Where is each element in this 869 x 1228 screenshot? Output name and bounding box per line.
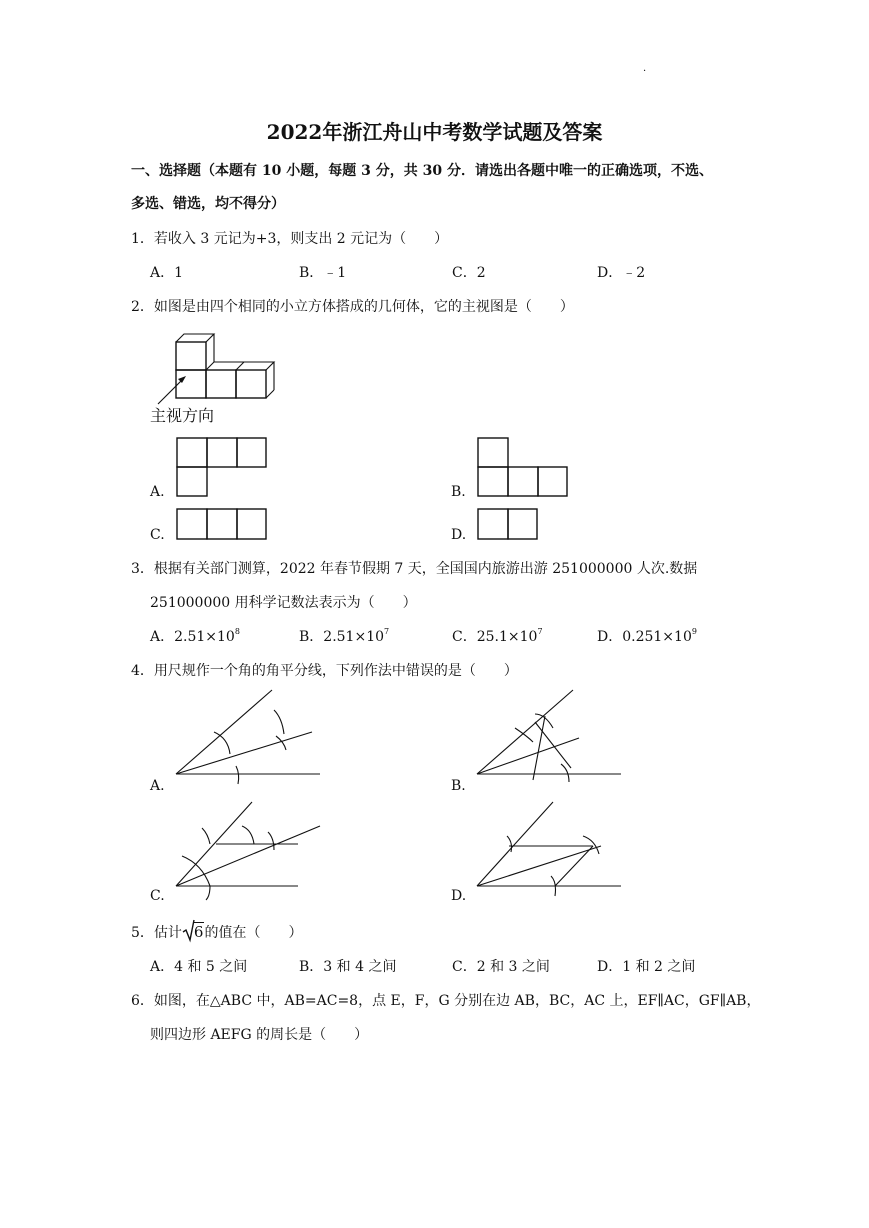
q5-option-c: C．2 和 3 之间 — [452, 959, 550, 975]
q2-cube-figure — [150, 330, 280, 410]
question-4-stem: 4．用尺规作一个角的角平分线，下列作法中错误的是（ ） — [131, 663, 518, 679]
sqrt-expression: 6 — [183, 923, 205, 941]
q5-option-a: A．4 和 5 之间 — [150, 959, 248, 975]
q3-option-d: D．$0.251\times 10^9$ — [597, 627, 697, 645]
q3-option-b: B．$2.51\times 10^7$ — [299, 627, 390, 645]
question-5-stem: 5．估计 6的值在（ ） — [131, 922, 302, 942]
question-2-stem: 2．如图是由四个相同的小立方体搭成的几何体，它的主视图是（ ） — [131, 299, 574, 315]
q5-option-d: D．1 和 2 之间 — [597, 959, 696, 975]
q2-option-b: B. — [451, 484, 466, 500]
q5-option-b: B．3 和 4 之间 — [299, 959, 397, 975]
q2-option-b-figure — [477, 437, 569, 499]
question-3-stem-line2: 251000000 用科学记数法表示为（ ） — [150, 595, 417, 611]
q3-option-a: A．$2.51\times 10^8$ — [150, 627, 240, 645]
question-1-stem: 1．若收入 3 元记为+3，则支出 2 元记为（ ） — [131, 231, 449, 247]
section-heading-line2: 多选、错选，均不得分） — [131, 196, 285, 212]
q4-option-b: B. — [451, 778, 466, 794]
q4-option-a-figure — [172, 688, 324, 788]
q4-option-d: D. — [451, 888, 467, 904]
q2-option-a-figure — [176, 437, 268, 499]
header-dot: · — [643, 66, 647, 77]
question-6-stem-line1: 6．如图，在△ABC 中，AB=AC=8，点 E，F，G 分别在边 AB，BC，AC 上，EF∥AC，GF∥AB， — [131, 993, 761, 1009]
radical-sign — [183, 920, 195, 942]
section-heading-line1: 一、选择题（本题有 10 小题，每题 3 分，共 30 分．请选出各题中唯一的正确选项，不选、 — [131, 163, 713, 179]
q1-option-c: C．2 — [452, 265, 486, 281]
question-6-stem-line2: 则四边形 AEFG 的周长是（ ） — [150, 1027, 369, 1043]
q1-option-b: B．﹣1 — [299, 265, 347, 281]
q3-option-c: C．$25.1\times 10^7$ — [452, 627, 543, 645]
q1-option-d: D．﹣2 — [597, 265, 646, 281]
q2-option-d-figure — [477, 508, 539, 542]
q2-option-a: A. — [150, 484, 165, 500]
page-title: 2022年浙江舟山中考数学试题及答案 — [266, 120, 603, 144]
question-3-stem-line1: 3．根据有关部门测算，2022 年春节假期 7 天，全国国内旅游出游 251000000 人次.数据 — [131, 561, 698, 577]
q4-option-c-figure — [172, 800, 324, 900]
q2-figure-label: 主视方向 — [150, 406, 215, 425]
q4-option-b-figure — [473, 688, 625, 788]
q2-option-d: D. — [451, 527, 467, 543]
q2-option-c-figure — [176, 508, 268, 542]
q4-option-c: C. — [150, 888, 165, 904]
q2-option-c: C. — [150, 527, 165, 543]
q4-option-d-figure — [473, 800, 625, 900]
q1-option-a: A．1 — [150, 265, 184, 281]
q4-option-a: A. — [150, 778, 165, 794]
